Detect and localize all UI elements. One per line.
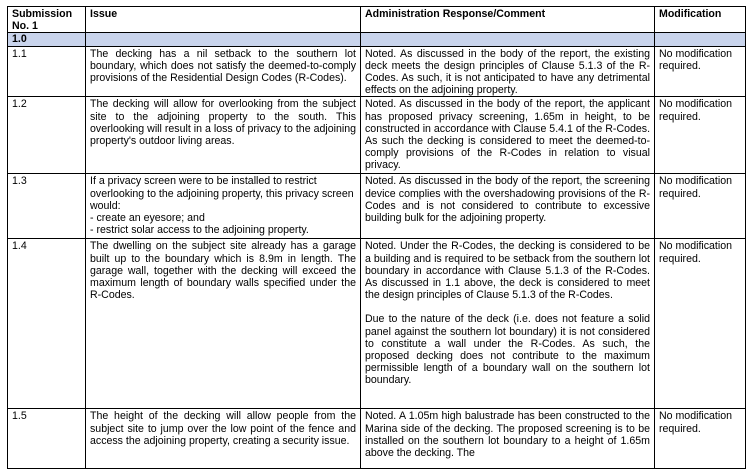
row-number: 1.5	[8, 409, 86, 469]
table-row	[8, 409, 746, 469]
header-issue: Issue	[86, 7, 361, 33]
table-row	[8, 46, 746, 97]
header-submission: Submission No. 1	[8, 7, 86, 33]
response-cell: Noted. As discussed in the body of the report, the applicant has proposed privacy screening, 1.65m in height, to be constructed in accordance with Clause 5.4.1 of the R-Codes. As such the decking is considered to meet the deemed-to-comply provisions of the R-Codes in relation to visual privacy.	[361, 97, 655, 174]
response-cell: Noted. Under the R-Codes, the decking is considered to be a building and is required to be setback from the southern lot boundary in accordance with Clause 5.1.3 of the R-Codes. As discussed in 1.1 above, the deck is considered to meet the design principles of Clause 5.1.3 of the R-Codes. Due to the nature of the deck (i.e. does not feature a solid panel against the southern lot boundary) it is not considered to constitute a wall under the R-Codes. As such, the proposed decking does not contribute to the maximum permissible length of a boundary wall on the southern lot boundary.	[361, 239, 655, 409]
modification-cell: No modification required.	[655, 239, 746, 409]
issue-cell: The decking will allow for overlooking from the subject site to the adjoining property to the south. This overlooking will result in a loss of privacy to the adjoining property's outdoor living areas.	[86, 97, 361, 174]
issue-cell: The height of the decking will allow people from the subject site to jump over the low point of the fence and access the adjoining property, creating a security issue.	[86, 409, 361, 469]
row-number: 1.2	[8, 97, 86, 174]
submissions-table	[7, 6, 746, 469]
response-cell: Noted. As discussed in the body of the report, the screening device complies with the overshadowing provisions of the R-Codes and is not considered to contribute to excessive building bulk for the adjoining property.	[361, 174, 655, 239]
modification-cell: No modification required.	[655, 409, 746, 469]
row-number: 1.4	[8, 239, 86, 409]
modification-cell: No modification required.	[655, 174, 746, 239]
response-cell: Noted. As discussed in the body of the report, the existing deck meets the design principles of Clause 5.1.3 of the R-Codes. As such, it is not anticipated to have any detrimental effects on the adjoining property.	[361, 46, 655, 97]
table-row	[8, 239, 746, 409]
section-row	[8, 33, 746, 46]
modification-cell: No modification required.	[655, 97, 746, 174]
issue-cell: The decking has a nil setback to the southern lot boundary, which does not satisfy the deemed-to-comply provisions of the Residential Design Codes (R-Codes).	[86, 46, 361, 97]
row-number: 1.3	[8, 174, 86, 239]
header-modification: Modification	[655, 7, 746, 33]
header-response: Administration Response/Comment	[361, 7, 655, 33]
issue-cell: If a privacy screen were to be installed to restrict overlooking to the adjoining property, this privacy screen would: - create an eyesore; and - restrict solar access to the adjoining property.	[86, 174, 361, 239]
row-number: 1.1	[8, 46, 86, 97]
header-row	[8, 7, 746, 33]
table-row	[8, 97, 746, 174]
issue-cell: The dwelling on the subject site already has a garage built up to the boundary which is 8.9m in length. The garage wall, together with the decking will exceed the maximum length of boundary walls specified under the R-Codes.	[86, 239, 361, 409]
response-cell: Noted. A 1.05m high balustrade has been constructed to the Marina side of the decking. The proposed screening is to be installed on the southern lot boundary to a height of 1.65m above the decking. The	[361, 409, 655, 469]
table-row	[8, 174, 746, 239]
section-number: 1.0	[8, 33, 86, 46]
modification-cell: No modification required.	[655, 46, 746, 97]
